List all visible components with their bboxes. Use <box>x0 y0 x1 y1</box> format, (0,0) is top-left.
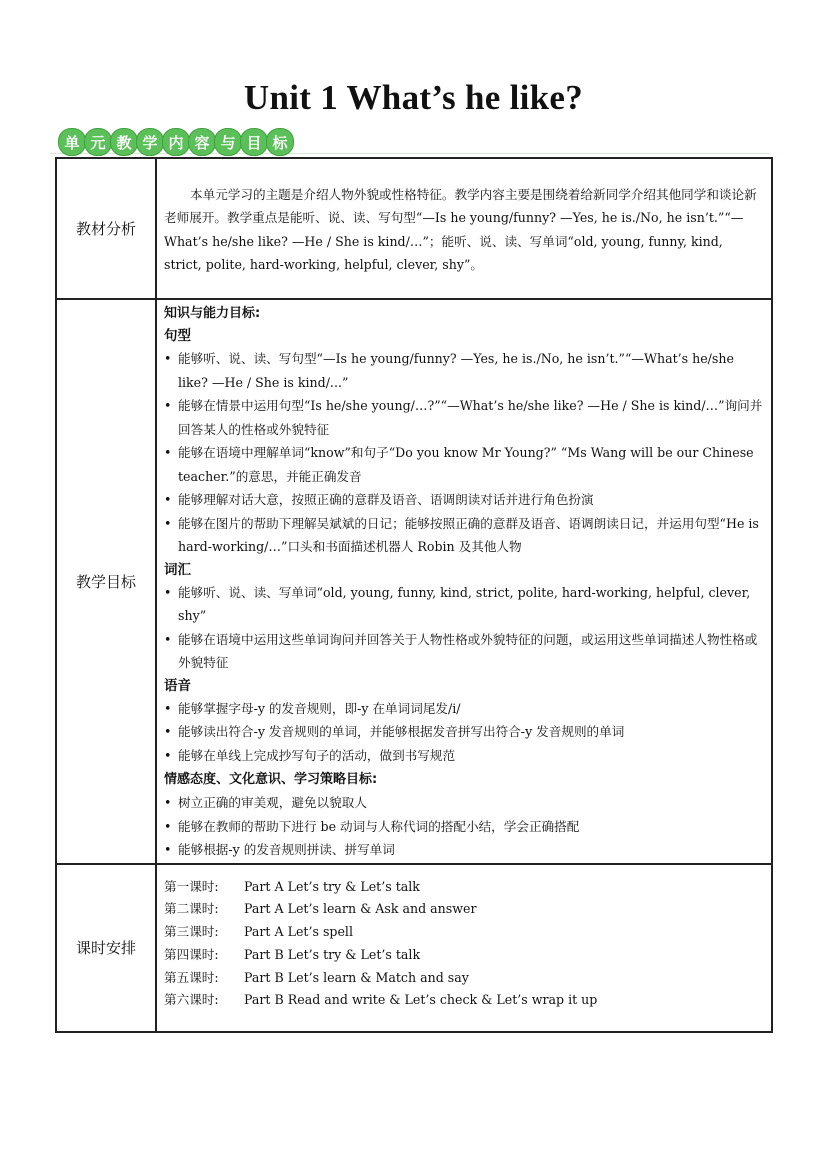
unit-goals-table <box>55 157 773 1033</box>
lesson-row: 第六课时: Part B Read and write & Let’s check & Let’s wrap it up <box>164 992 598 1008</box>
schedule-row <box>56 864 772 1032</box>
section-banner <box>58 128 292 156</box>
goals-cell <box>156 299 772 864</box>
list-item: • 能够在语境中运用这些单词询问并回答关于人物性格或外貌特征的问题，或运用这些单词描述人物性格或外貌特征 <box>164 631 758 670</box>
affect-heading: 情感态度、文化意识、学习策略目标: <box>164 772 378 787</box>
list-item: • 能够在图片的帮助下理解吴斌斌的日记；能够按照正确的意群及语音、语调朗读日记，并运用句型“He is hard-working/…”口头和书面描述机器人 Robin 及其他人物 <box>164 515 759 554</box>
lesson-row: 第一课时: Part A Let’s try & Let’s talk <box>164 878 420 894</box>
list-item: • 能够在单线上完成抄写句子的活动，做到书写规范 <box>164 747 456 763</box>
banner-char: 容 <box>188 128 216 156</box>
schedule-label: 课时安排 <box>56 864 156 1032</box>
goals-row <box>56 299 772 864</box>
banner-char: 与 <box>214 128 242 156</box>
analysis-cell <box>156 158 772 299</box>
list-item: • 能够在情景中运用句型“Is he/she young/…?”“—What’s he/she like? —He / She is kind/…”询问并回答某人的性格或外貌特征 <box>164 398 763 437</box>
banner-char: 内 <box>162 128 190 156</box>
analysis-text: 本单元学习的主题是介绍人物外貌或性格特征。教学内容主要是围绕着给新同学介绍其他同学和谈论新老师展开。教学重点是能听、说、读、写句型“—Is he young/funny? —Yes, he is./No, he isn’t.”“—What’s he/she like? —He / She is kind/…”；能听、说、读、写单词“old, young, funny, kind, strict, polite, hard-working, helpful, clever, shy”。 <box>164 186 757 272</box>
banner-char: 学 <box>136 128 164 156</box>
list-item: • 能够理解对话大意，按照正确的意群及语音、语调朗读对话并进行角色扮演 <box>164 492 594 507</box>
analysis-label: 教材分析 <box>56 158 156 299</box>
list-item: • 能够听、说、读、写句型“—Is he young/funny? —Yes, he is./No, he isn’t.”“—What’s he/she like? —He / She is kind/...” <box>164 351 734 390</box>
lesson-row: 第五课时: Part B Let’s learn & Match and say <box>164 969 469 985</box>
banner-char: 单 <box>58 128 86 156</box>
banner-char: 元 <box>84 128 112 156</box>
banner-char: 标 <box>266 128 294 156</box>
list-item: • 能够掌握字母-y 的发音规则，即-y 在单词词尾发/i/ <box>164 700 461 716</box>
page-title: Unit 1 What’s he like? <box>243 78 584 117</box>
banner-char: 教 <box>110 128 138 156</box>
list-item: • 能够读出符合-y 发音规则的单词，并能够根据发音拼写出符合-y 发音规则的单词 <box>164 724 625 739</box>
list-item: • 树立正确的审美观，避免以貌取人 <box>164 795 367 810</box>
schedule-cell <box>156 864 772 1032</box>
lesson-row: 第二课时: Part A Let’s learn & Ask and answer <box>164 901 477 917</box>
knowledge-heading: 知识与能力目标: <box>164 306 261 321</box>
list-item: • 能够在语境中理解单词“know”和句子“Do you know Mr Young?” “Ms Wang will be our Chinese teacher.”的意思，并能正确发音 <box>164 445 754 484</box>
goals-label: 教学目标 <box>56 299 156 864</box>
sentence-heading: 句型 <box>164 328 191 344</box>
phonics-heading: 语音 <box>164 677 191 694</box>
analysis-row <box>56 158 772 299</box>
banner-char: 目 <box>240 128 268 156</box>
list-item: • 能够听、说、读、写单词“old, young, funny, kind, strict, polite, hard-working, helpful, clever, shy” <box>164 584 751 623</box>
vocab-heading: 词汇 <box>164 561 191 578</box>
list-item: • 能够根据-y 的发音规则拼读、拼写单词 <box>164 842 395 857</box>
lesson-row: 第四课时: Part B Let’s try & Let’s talk <box>164 946 421 962</box>
list-item: • 能够在教师的帮助下进行 be 动词与人称代词的搭配小结，学会正确搭配 <box>164 818 580 834</box>
lesson-row: 第三课时: Part A Let’s spell <box>164 924 353 940</box>
